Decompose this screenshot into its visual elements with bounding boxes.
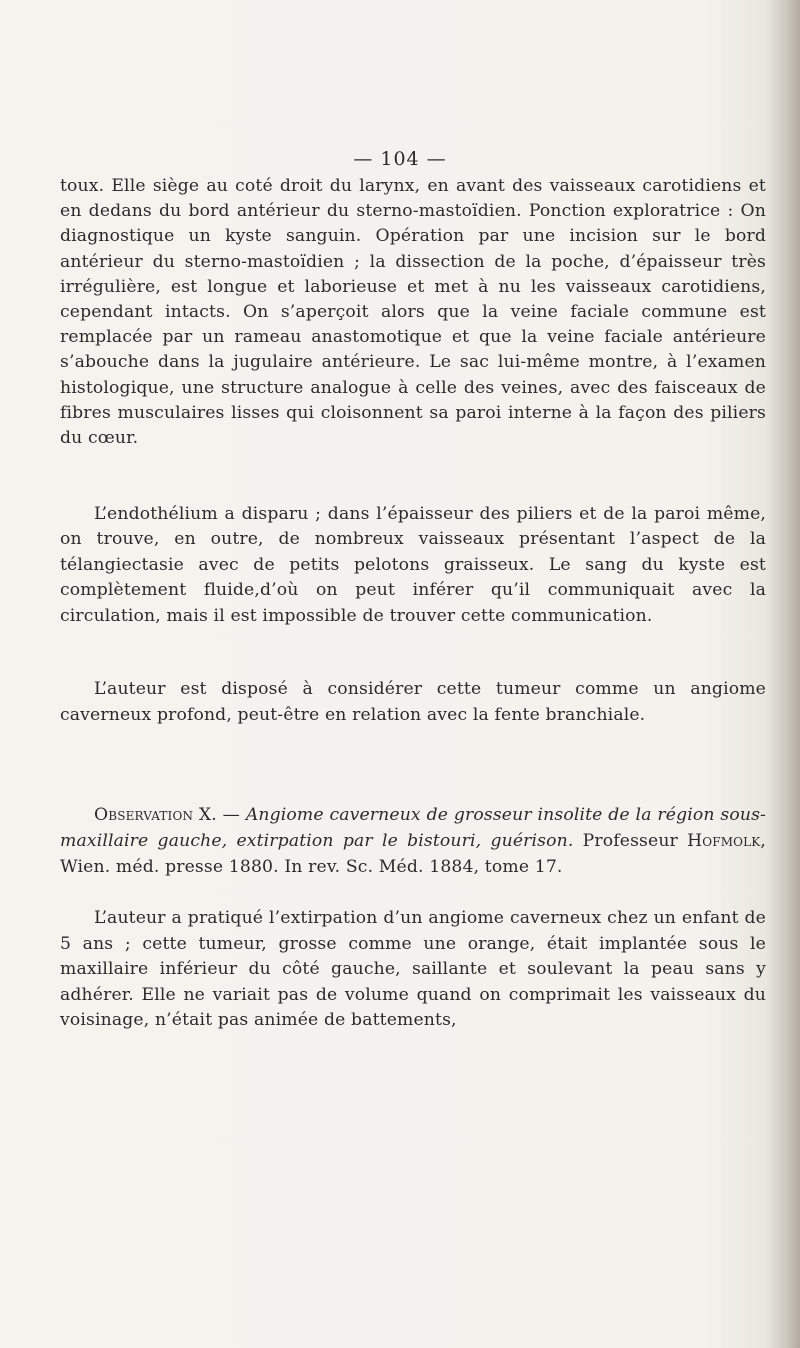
professor-prefix: Professeur bbox=[573, 831, 688, 851]
observation-author: Hofmolk, bbox=[687, 831, 766, 851]
observation-heading bbox=[60, 802, 766, 880]
observation-title: Angiome caverneux de grosseur insolite de la région sous-maxillaire gauche, extirpation par le bistouri, guérison. bbox=[60, 805, 766, 851]
paragraph-endothelium bbox=[60, 502, 766, 629]
observation-dash: — bbox=[216, 805, 246, 825]
paragraph-text: toux. Elle siège au coté droit du larynx, en avant des vaisseaux carotidiens et en dedans du bord antérieur du sterno-mastoïdien. Ponction exploratrice : On diagnostique un kyste sanguin. Opération par une incision sur le bord antérieur du sterno-mastoïdien ; la dissection de la poche, d’épaisseur très irrégulière, est longue et laborieuse et met à nu les vaisseaux carotidiens, cependant intacts. On s’aperçoit alors que la veine faciale commune est remplacée par un rameau anastomotique et que la veine faciale antérieure s’abouche dans la jugulaire antérieure. Le sac lui-même montre, à l’examen histologique, une structure analogue à celle des veines, avec des faisceaux de fibres musculaires lisses qui cloisonnent sa paroi interne à la façon des piliers du cœur. bbox=[60, 176, 766, 449]
page-edge-shadow bbox=[766, 0, 800, 1348]
paragraph-text: L’auteur est disposé à considérer cette tumeur comme un angiome caverneux profond, peut-être en relation avec la fente branchiale. bbox=[60, 679, 766, 725]
page-number: — 104 — bbox=[353, 148, 447, 170]
observation-text bbox=[60, 802, 766, 880]
observation-source: Wien. méd. presse 1880. In rev. Sc. Méd. 1884, tome 17. bbox=[60, 857, 563, 877]
paragraph-continuation bbox=[60, 174, 766, 451]
paragraph-text: L’endothélium a disparu ; dans l’épaisseur des piliers et de la paroi même, on trouve, en outre, de nombreux vaisseaux présentant l’aspect de la télangiectasie avec de petits pelotons graisseux. Le sang du kyste est complètement fluide,d’où on peut inférer qu’il communiquait avec la circulation, mais il est impossible de trouver cette communication. bbox=[60, 504, 766, 626]
paragraph-author-conclusion bbox=[60, 677, 766, 728]
paragraph-final bbox=[60, 906, 766, 1034]
observation-label: Observation X. bbox=[94, 805, 217, 825]
paragraph-text: L’auteur a pratiqué l’extirpation d’un angiome caverneux chez un enfant de 5 ans ; cette tumeur, grosse comme une orange, était implantée sous le maxillaire inférieur du côté gauche, saillante et soulevant la peau sans y adhérer. Elle ne variait pas de volume quand on comprimait les vaisseaux du voisinage, n’était pas animée de battements, bbox=[60, 908, 766, 1031]
